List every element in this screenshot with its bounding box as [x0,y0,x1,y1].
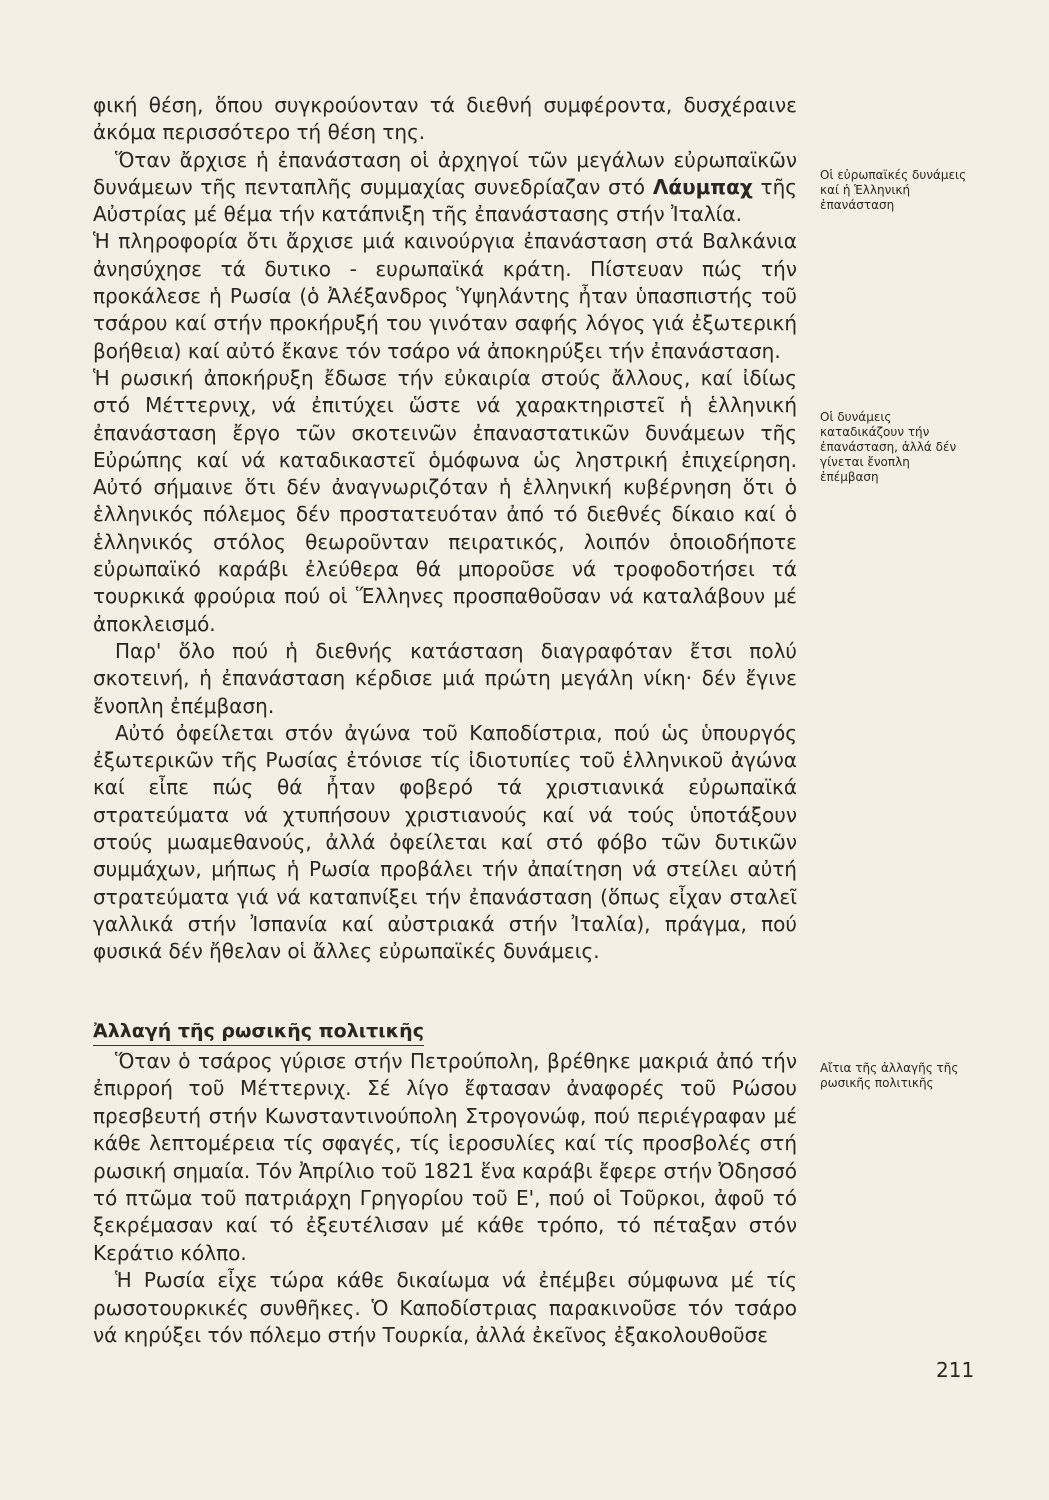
section-paragraph-2: Ἡ Ρωσία εἶχε τώρα κάθε δικαίωμα νά ἐπέμβει σύμφωνα μέ τίς ρωσοτουρκικές συνθῆκες. Ὁ Καποδίστριας παρακινοῦσε τόν τσάρο νά κηρύξει τόν πόλεμο στήν Τουρκία, ἀλλά ἐκεῖνος ἐξακολουθοῦσε [93,1268,797,1348]
paragraph-2-start: Ὅταν ἄρχισε ἡ ἐπανάσταση οἱ ἀρχηγοί τῶν μεγάλων εὐρωπαϊκῶν δυνάμεων τῆς πενταπλῆς συμμαχίας συνεδρίαζαν στό [93,147,797,199]
paragraph-5: Παρ' ὅλο πού ἡ διεθνής κατάσταση διαγραφόταν ἔτσι πολύ σκοτεινή, ἡ ἐπανάσταση κέρδισε μιά πρώτη μεγάλη νίκη· δέν ἔγινε ἔνοπλη ἐπέμβαση. [93,638,797,718]
paragraph-3: Ἡ πληροφορία ὅτι ἄρχισε μιά καινούργια ἐπανάσταση στά Βαλκάνια ἀνησύχησε τά δυτικο - ευρωπαϊκά κράτη. Πίστευαν πώς τήν προκάλεσε ἡ Ρωσία (ὁ Ἀλέξανδρος Ὑψηλάντης ἦταν ὑπασπιστής τοῦ τσάρου καί στήν προκήρυξή του γινόταν σαφής λόγος γιά ἐξωτερική βοήθεια) καί αὐτό ἔκανε τόν τσάρο νά ἀποκηρύξει τήν ἐπανάσταση. [93,229,797,363]
paragraph-4: Ἡ ρωσική ἀποκήρυξη ἔδωσε τήν εὐκαιρία στούς ἄλλους, καί ἰδίως στό Μέττερνιχ, νά ἐπιτύχει ὥστε νά χαρακτηριστεῖ ἡ ἑλληνική ἐπανάσταση ἔργο τῶν σκοτεινῶν ἐπαναστατικῶν δυνάμεων τῆς Εὐρώπης καί νά καταδικαστεῖ ὁμόφωνα ὡς ληστρική ἐπιχείρηση. Αὐτό σήμαινε ὅτι δέν ἀναγνωριζόταν ἡ ἑλληνική κυβέρνηση ὅτι ὁ ἑλληνικός πόλεμος δέν προστατευόταν ἀπό τό διεθνές δίκαιο καί ὁ ἑλληνικός στόλος θεωροῦνταν πειρατικός, λοιπόν ὁποιοδήποτε εὐρωπαϊκό καράβι ἐλεύθερα θά μποροῦσε νά τροφοδοτήσει τά τουρκικά φρούρια πού οἱ Ἕλληνες προσπαθοῦσαν νά καταλάβουν μέ ἀποκλεισμό. [93,365,797,636]
paragraph-2 [93,147,797,229]
section-paragraph-1: Ὅταν ὁ τσάρος γύρισε στήν Πετρούπολη, βρέθηκε μακριά ἀπό τήν ἐπιρροή τοῦ Μέττερνιχ. Σέ λίγο ἔφτασαν ἀναφορές τοῦ Ρώσου πρεσβευτή στήν Κωνσταντινούπολη Στρογονώφ, πού περιέγραφαν μέ κάθε λεπτομέρεια τίς σφαγές, τίς ἱεροσυλίες καί τίς προσβολές στή ρωσική σημαία. Τόν Ἀπρίλιο τοῦ 1821 ἕνα καράβι ἔφερε στήν Ὀδησσό τό πτῶμα τοῦ πατριάρχη Γρηγορίου τοῦ Ε', πού οἱ Τοῦρκοι, ἀφοῦ τό ξεκρέμασαν καί τό ἐξευτέλισαν μέ κάθε τρόπο, τό πέταξαν στόν Κεράτιο κόλπο. [93,1049,797,1265]
margin-note-2: Οἱ δυνάμεις καταδικάζουν τήν ἐπανάσταση, ἀλλά δέν γίνεται ἔνοπλη ἐπέμβαση [820,410,957,484]
margin-note-3: Αἴτια τῆς ἀλλαγῆς τῆς ρωσικῆς πολιτικῆς [820,1061,959,1090]
section-heading: Ἀλλαγή τῆς ρωσικῆς πολιτικῆς [93,1019,424,1046]
margin-note-1: Οἱ εὐρωπαϊκές δυνάμεις καί ἡ Ἑλληνική ἐπανάσταση [820,168,967,212]
place-name-laibach: Λάυμπαχ [652,174,753,199]
paragraph-1: φική θέση, ὅπου συγκρούονταν τά διεθνή συμφέροντα, δυσχέραινε ἀκόμα περισσότερο τή θέση της. [93,93,797,145]
section-russian-policy [93,1017,797,1349]
page-number: 211 [936,1358,975,1382]
paragraph-2-end: τῆς Αὐστρίας μέ θέμα τήν κατάπνιξη τῆς ἐπανάστασης στήν Ἰταλία. [93,174,798,227]
main-body-text [93,92,797,966]
paragraph-6: Αὐτό ὀφείλεται στόν ἀγώνα τοῦ Καποδίστρια, πού ὡς ὑπουργός ἐξωτερικῶν τῆς Ρωσίας ἐτόνισε τίς ἰδιοτυπίες τοῦ ἑλληνικοῦ ἀγώνα καί εἶπε πώς θά ἦταν φοβερό τά χριστιανικά εὐρωπαϊκά στρατεύματα νά χτυπήσουν χριστιανούς καί νά τούς ὑποτάξουν στούς μωαμεθανούς, ἀλλά ὀφείλεται καί στό φόβο τῶν δυτικῶν συμμάχων, μήπως ἡ Ρωσία προβάλει τήν ἀπαίτηση νά στείλει αὐτή στρατεύματα γιά νά καταπνίξει τήν ἐπανάσταση (ὅπως εἶχαν σταλεῖ γαλλικά στήν Ἰσπανία καί αὐστριακά στήν Ἰταλία), πράγμα, πού φυσικά δέν ἤθελαν οἱ ἄλλες εὐρωπαϊκές δυνάμεις. [93,720,797,964]
